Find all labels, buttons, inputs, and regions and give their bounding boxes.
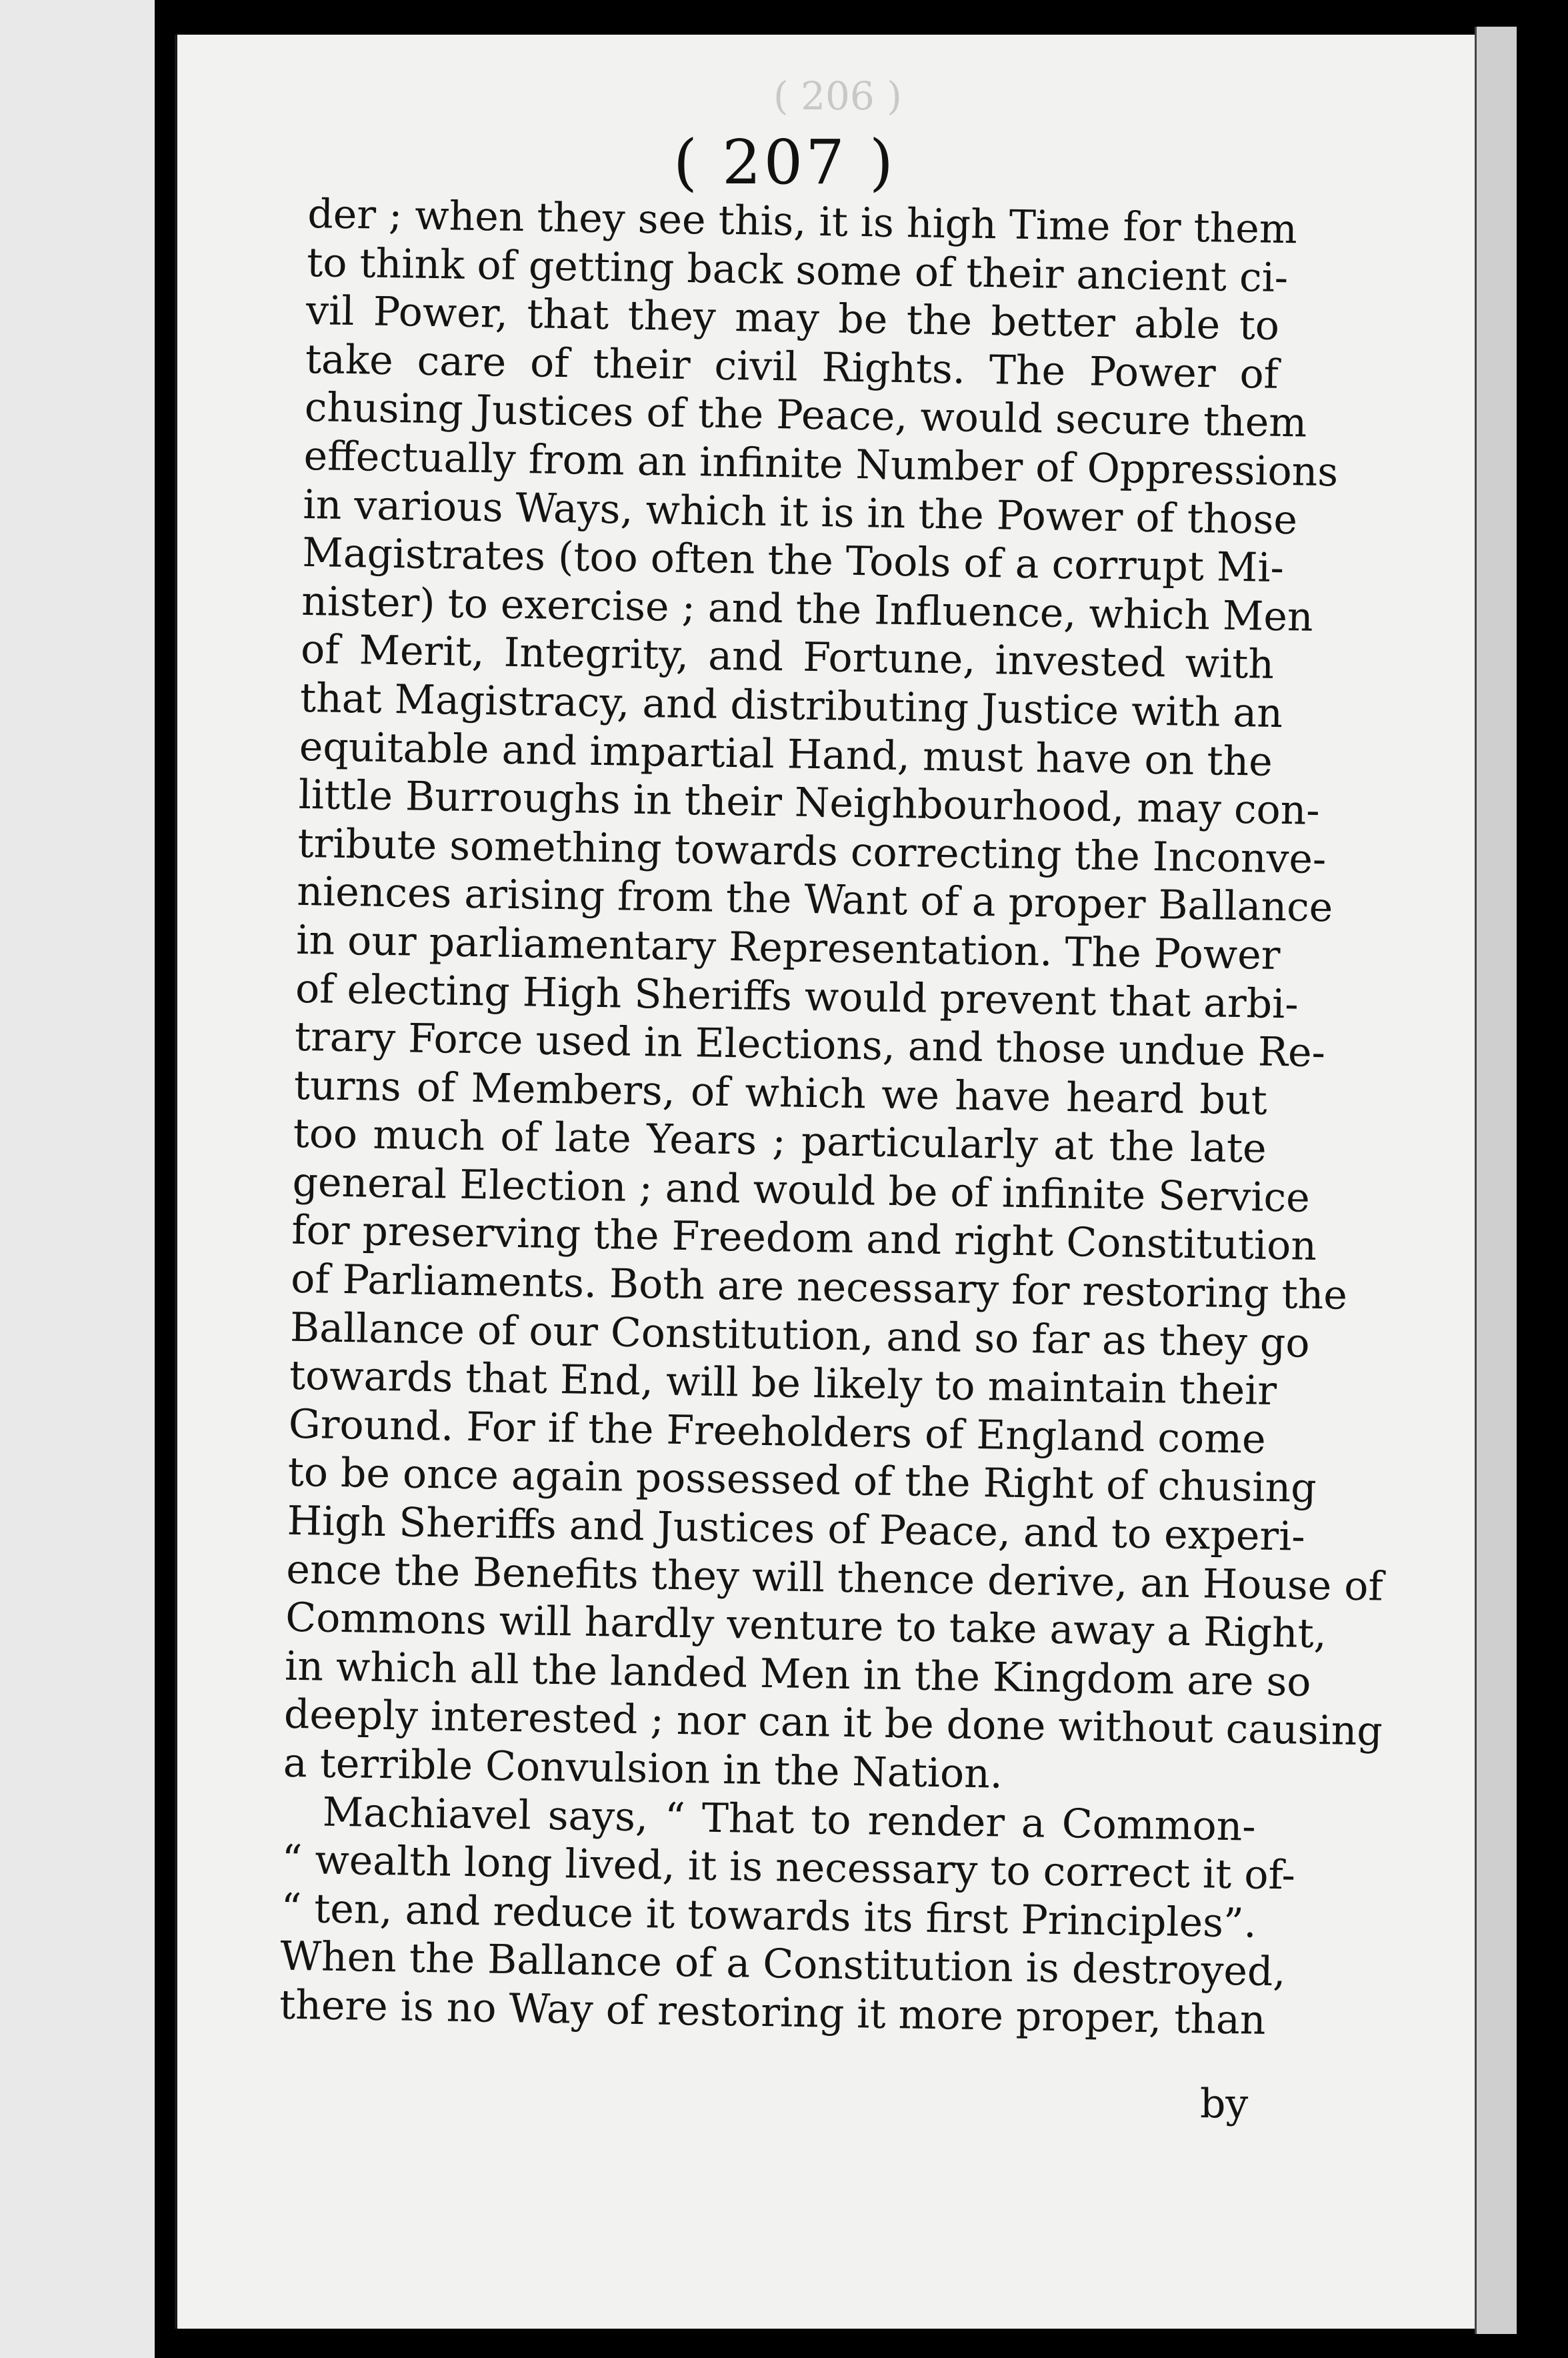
text-line: tribute something towards correcting the Inconve- — [297, 820, 1327, 883]
page-number: ( 207 ) — [673, 127, 896, 198]
text-line: to be once again possessed of the Right of chusing — [287, 1449, 1317, 1512]
paragraph-end-line: a terrible Convulsion in the Nation. — [283, 1739, 1003, 1798]
text-line: Magistrates (too often the Tools of a corrupt Mi- — [301, 529, 1285, 592]
text-line: of electing High Sheriffs would prevent that arbi- — [295, 965, 1299, 1028]
text-line: of Parliaments. Both are necessary for restoring the — [290, 1255, 1348, 1319]
text-line: in various Ways, which it is in the Power of those — [303, 481, 1298, 543]
body-text — [279, 190, 1384, 2045]
text-line: Machiavel says, “ That to render a Common- — [322, 1789, 1257, 1851]
text-line: too much of late Years ; particularly at the late — [293, 1110, 1267, 1173]
text-line: effectually from an infinite Number of Oppressions — [303, 432, 1339, 496]
text-line: Ballance of our Constitution, and so far as they go — [289, 1304, 1311, 1367]
text-line: towards that End, will be likely to maintain their — [289, 1352, 1277, 1415]
text-line: vil Power, that they may be the better able to — [305, 287, 1280, 350]
text-line: turns of Members, of which we have heard but — [293, 1062, 1268, 1124]
text-line: little Burroughs in their Neighbourhood, may con- — [298, 772, 1321, 835]
book-gutter — [155, 0, 175, 2358]
bleed-through-header: ( 206 ) — [773, 73, 902, 119]
text-line: general Election ; and would be of infinite Service — [292, 1158, 1311, 1222]
text-line: trary Force used in Elections, and those undue Re- — [294, 1013, 1326, 1077]
text-line: der ; when they see this, it is high Time for them — [307, 190, 1298, 253]
text-line: deeply interested ; nor can it be done without causing — [283, 1691, 1383, 1756]
text-line: Commons will hardly venture to take away a Right, — [285, 1594, 1327, 1658]
text-line: niences arising from the Want of a proper Ballance — [296, 868, 1333, 932]
catchword: by — [1200, 2081, 1249, 2127]
text-line: that Magistracy, and distributing Justice with an — [299, 674, 1283, 737]
text-line: take care of their civil Rights. The Power of — [305, 335, 1279, 398]
text-line: nister) to exercise ; and the Influence, which Men — [301, 577, 1314, 641]
text-line: in our parliamentary Representation. The Power — [295, 916, 1281, 979]
text-line: chusing Justices of the Peace, would secure them — [304, 384, 1307, 447]
text-line: for preserving the Freedom and right Constitution — [291, 1207, 1317, 1270]
text-line: When the Ballance of a Constitution is destroyed, — [279, 1933, 1286, 1996]
text-line: High Sheriffs and Justices of Peace, and to experi- — [287, 1497, 1306, 1560]
facing-page-edge — [0, 0, 155, 2358]
text-line: “ ten, and reduce it towards its first Principles”. — [280, 1885, 1257, 1947]
page-fore-edge — [1475, 27, 1517, 2334]
text-line: equitable and impartial Hand, must have on the — [299, 723, 1273, 786]
text-line: there is no Way of restoring it more proper, than — [279, 1981, 1267, 2044]
text-line: to think of getting back some of their ancient ci- — [306, 239, 1289, 301]
text-line: Ground. For if the Freeholders of England come — [288, 1400, 1267, 1463]
text-line: in which all the landed Men in the Kingdom are so — [284, 1642, 1311, 1706]
text-line: “ wealth long lived, it is necessary to correct it of- — [281, 1836, 1296, 1899]
text-line: of Merit, Integrity, and Fortune, invested with — [300, 626, 1275, 689]
text-line: ence the Benefits they will thence derive, an House of — [285, 1546, 1384, 1610]
